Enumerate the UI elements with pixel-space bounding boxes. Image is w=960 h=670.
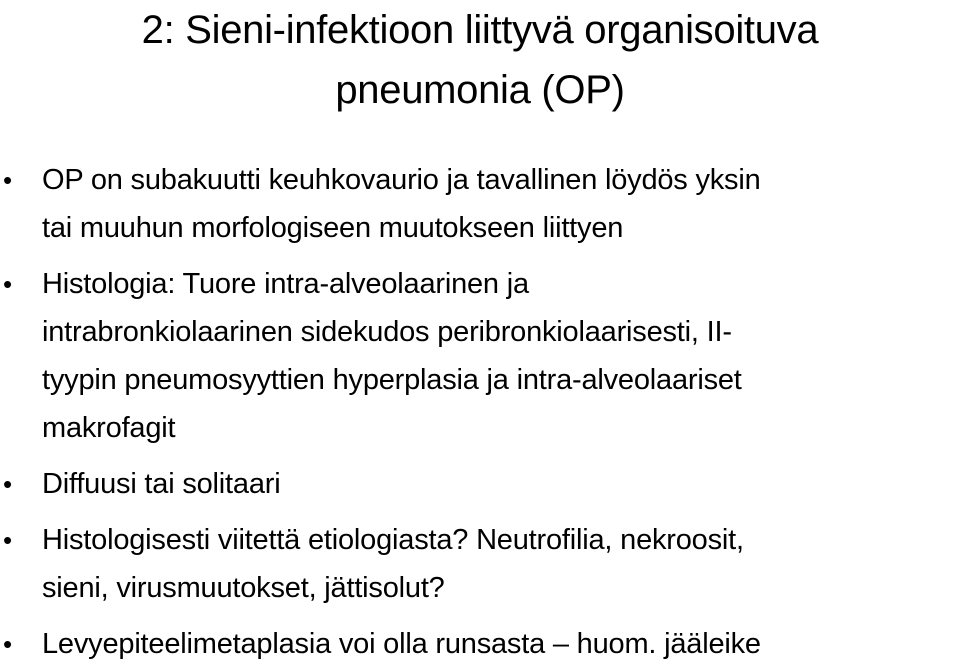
bullet-dot-icon: • [3, 165, 12, 195]
bullet-2-line-4: makrofagit [42, 412, 176, 444]
bullet-1-line-2: tai muuhun morfologiseen muutokseen liittyen [42, 212, 624, 244]
bullet-dot-icon: • [3, 525, 12, 555]
bullet-dot-icon: • [3, 269, 12, 299]
slide-title [30, 0, 930, 120]
bullet-dot-icon: • [3, 469, 12, 499]
bullet-item-1 [0, 156, 960, 252]
bullet-5-line-1: Levyepiteelimetaplasia voi olla runsasta – huom. jääleike [42, 628, 761, 660]
bullet-4-line-1: Histologisesti viitettä etiologiasta? Neutrofilia, nekroosit, [42, 524, 744, 556]
bullet-2-line-3: tyypin pneumosyyttien hyperplasia ja intra-alveolaariset [42, 364, 742, 396]
bullet-1-line-1: OP on subakuutti keuhkovaurio ja tavallinen löydös yksin [42, 164, 761, 196]
bullet-3-line-1: Diffuusi tai solitaari [42, 468, 281, 500]
bullet-item-4 [0, 516, 960, 612]
slide-title-line-1: 2: Sieni-infektioon liittyvä organisoituva [141, 8, 819, 52]
bullet-4-line-2: sieni, virusmuutokset, jättisolut? [42, 572, 445, 604]
bullet-item-3 [0, 460, 960, 508]
bullet-2-line-2: intrabronkiolaarinen sidekudos peribronkiolaarisesti, II- [42, 316, 732, 348]
bullet-item-5 [0, 620, 960, 668]
slide-title-line-2: pneumonia (OP) [335, 68, 625, 112]
bullet-item-2 [0, 260, 960, 452]
bullet-list [0, 156, 960, 670]
bullet-2-line-1: Histologia: Tuore intra-alveolaarinen ja [42, 268, 529, 300]
bullet-dot-icon: • [3, 629, 12, 659]
